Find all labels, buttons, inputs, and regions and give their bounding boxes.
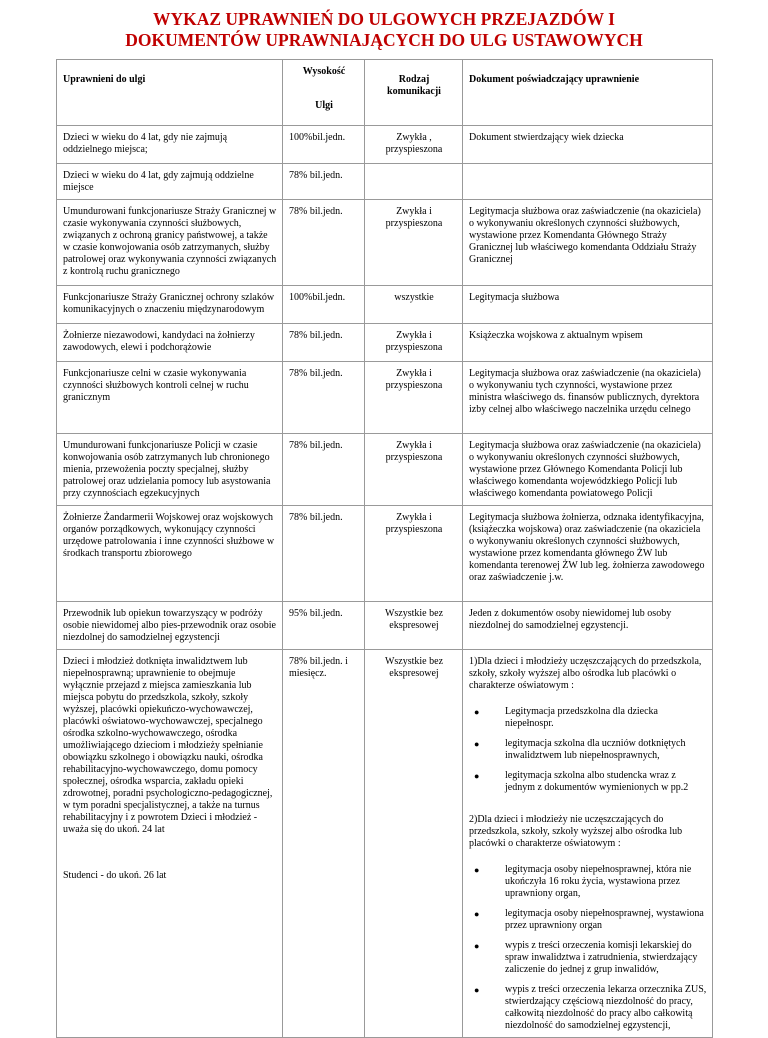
header-document: Dokument poświadczający uprawnienie (463, 60, 713, 126)
list-item: ● legitymacja szkolna dla uczniów dotkniętych inwalidztwem lub niepełnosprawnych, (469, 738, 707, 762)
cell-who: Funkcjonariusze Straży Granicznej ochrony szlaków komunikacyjnych o znaczeniu międzynarodowym (57, 286, 283, 324)
list-item: ● legitymacja osoby niepełnosprawnej, która nie ukończyła 16 roku życia, wystawiona przez uprawniony organ, (469, 864, 707, 900)
header-amount-line1: Wysokość (302, 66, 346, 77)
students-text: Studenci - do ukoń. 26 lat (63, 870, 167, 881)
title-line-2: DOKUMENTÓW UPRAWNIAJĄCYCH DO ULG USTAWOWYCH (125, 30, 643, 50)
cell-who: Umundurowani funkcjonariusze Straży Granicznej w czasie wykonywania czynności służbowych, związanych z ochroną granicy państwowej, a także w czasie konwojowania osób zatrzymanych, służby patrolowej oraz wykonywania czynności związanych z kontrolą ruchu granicznego (57, 200, 283, 286)
cell-who: Żołnierze niezawodowi, kandydaci na żołnierzy zawodowych, elewi i podchorążowie (57, 324, 283, 362)
cell-transport: wszystkie (365, 286, 463, 324)
list-item: ● wypis z treści orzeczenia komisji lekarskiej do spraw inwalidztwa i zatrudnienia, stwierdzający zaliczenie do jednej z grup inwalidów, (469, 940, 707, 976)
cell-doc (463, 164, 713, 200)
cell-amount: 78% bil.jedn. (283, 200, 365, 286)
doc-list-1 (469, 706, 707, 794)
cell-transport: Zwykła i przyspieszona (365, 200, 463, 286)
cell-doc (463, 650, 713, 1038)
cell-amount: 78% bil.jedn. (283, 324, 365, 362)
cell-amount: 78% bil.jedn. (283, 506, 365, 602)
cell-who: Umundurowani funkcjonariusze Policji w czasie konwojowania osób zatrzymanych lub chronionego mienia, przewożenia poczty specjalnej, służby patrolowej oraz udzielania pomocy lub asystowania przy czynnościach egzekucyjnych (57, 434, 283, 506)
cell-doc: Legitymacja służbowa oraz zaświadczenie (na okaziciela) o wykonywaniu określonych czynności służbowych, wystawione przez Głównego Komendanta Policji lub właściwego komendanta wojewódzkiego Policji lub właściwego komendanta powiatowego Policji (463, 434, 713, 506)
table-row (57, 506, 713, 602)
table-row (57, 324, 713, 362)
header-entitled: Uprawnieni do ulgi (57, 60, 283, 126)
cell-transport: Wszystkie bez ekspresowej (365, 650, 463, 1038)
cell-doc: Jeden z dokumentów osoby niewidomej lub osoby niezdolnej do samodzielnej egzystencji. (463, 602, 713, 650)
title-line-1: WYKAZ UPRAWNIEŃ DO ULGOWYCH PRZEJAZDÓW I (152, 9, 615, 29)
header-amount (283, 60, 365, 126)
header-amount-line2: Ulgi (315, 100, 333, 111)
cell-who: Dzieci w wieku do 4 lat, gdy zajmują oddzielne miejsce (57, 164, 283, 200)
disabled-youth-text: Dzieci i młodzież dotknięta inwalidztwem lub niepełnosprawną; uprawnienie to obejmuje wyłącznie przejazd z miejsca zamieszkania lub miejsca pobytu do przedszkola, szkoły, szkoły wyższej, placówki opiekuńczo-wychowawczej, placówki oświatowo-wychowawczej, specjalnego ośrodka szkolno-wychowawczego, ośrodka umożliwiającego dzieciom i młodzieży spełnianie obowiązku szkolnego i obowiązku nauki, ośrodka rehabilitacyjno-wychowawczego, domu pomocy społecznej, ośrodka wsparcia, zakładu opieki zdrowotnej, poradni psychologiczno-pedagogicznej, w tym poradni specjalistycznej, a także na turnus rehabilitacyjny i z powrotem Dzieci i młodzież - uważa się do ukoń. 24 lat (63, 656, 273, 835)
cell-transport: Zwykła i przyspieszona (365, 506, 463, 602)
cell-transport: Zwykła i przyspieszona (365, 362, 463, 434)
cell-who (57, 650, 283, 1038)
table-row (57, 602, 713, 650)
cell-doc: Dokument stwierdzający wiek dziecka (463, 126, 713, 164)
entitlements-table (56, 59, 713, 1038)
cell-who: Funkcjonariusze celni w czasie wykonywania czynności służbowych kontroli celnej w ruchu granicznym (57, 362, 283, 434)
table-row (57, 362, 713, 434)
cell-doc: Legitymacja służbowa oraz zaświadczenie (na okaziciela) o wykonywaniu określonych czynności służbowych, wystawione przez Komendanta Głównego Straży Granicznej lub właściwego komendanta Oddziału Straży Granicznej (463, 200, 713, 286)
table-row (57, 434, 713, 506)
table-row (57, 126, 713, 164)
cell-doc: Książeczka wojskowa z aktualnym wpisem (463, 324, 713, 362)
list-item: ● legitymacja szkolna albo studencka wraz z jednym z dokumentów wymienionych w pp.2 (469, 770, 707, 794)
table-row (57, 200, 713, 286)
cell-who: Żołnierze Żandarmerii Wojskowej oraz wojskowych organów porządkowych, wykonujący czynności urzędowe patrolowania i inne czynności służbowe w środkach transportu zbiorowego (57, 506, 283, 602)
table-header-row (57, 60, 713, 126)
header-transport: Rodzaj komunikacji (365, 60, 463, 126)
cell-amount: 100%bil.jedn. (283, 286, 365, 324)
table-row (57, 286, 713, 324)
cell-doc: Legitymacja służbowa oraz zaświadczenie (na okaziciela) o wykonywaniu tych czynności, wystawione przez ministra właściwego ds. finansów publicznych, dyrektora izby celnej albo właściwego naczelnika urzędu celnego (463, 362, 713, 434)
cell-doc: Legitymacja służbowa (463, 286, 713, 324)
cell-who: Przewodnik lub opiekun towarzyszący w podróży osobie niewidomej albo pies-przewodnik oraz osobie niezdolnej do samodzielnej egzystencji (57, 602, 283, 650)
cell-amount: 100%bil.jedn. (283, 126, 365, 164)
cell-who: Dzieci w wieku do 4 lat, gdy nie zajmują oddzielnego miejsca; (57, 126, 283, 164)
list-item: ● wypis z treści orzeczenia lekarza orzecznika ZUS, stwierdzający częściową niezdolność do pracy, całkowitą niezdolność do pracy albo całkowitą niezdolność do samodzielnej egzystencji, (469, 984, 707, 1032)
cell-transport: Zwykła i przyspieszona (365, 324, 463, 362)
doc-list-2 (469, 864, 707, 1032)
cell-amount: 78% bil.jedn. (283, 434, 365, 506)
doc-intro-1: 1)Dla dzieci i młodzieży uczęszczających do przedszkola, szkoły, szkoły wyższej albo ośrodka lub placówki o charakterze oświatowym : (469, 656, 702, 691)
cell-transport: Zwykła i przyspieszona (365, 434, 463, 506)
table-row (57, 164, 713, 200)
page-title (0, 9, 768, 51)
doc-intro-2: 2)Dla dzieci i młodzieży nie uczęszczających do przedszkola, szkoły, szkoły wyższej albo ośrodka lub placówki o charakterze oświatowym : (469, 814, 683, 849)
cell-amount: 95% bil.jedn. (283, 602, 365, 650)
cell-amount: 78% bil.jedn. i miesięcz. (283, 650, 365, 1038)
cell-amount: 78% bil.jedn. (283, 362, 365, 434)
cell-transport (365, 164, 463, 200)
cell-doc: Legitymacja służbowa żołnierza, odznaka identyfikacyjna, (książeczka wojskowa) oraz zaświadczenie (na okaziciela o wykonywaniu określonych czynności służbowych, wystawione przez komendanta głównego ŻW lub komendanta terenowej ŻW lub leg. żołnierza zawodowego oraz zaświadczenie j.w. (463, 506, 713, 602)
table-row-disabled-youth (57, 650, 713, 1038)
cell-transport: Zwykła , przyspieszona (365, 126, 463, 164)
cell-amount: 78% bil.jedn. (283, 164, 365, 200)
cell-transport: Wszystkie bez ekspresowej (365, 602, 463, 650)
list-item: ● Legitymacja przedszkolna dla dziecka niepełnospr. (469, 706, 707, 730)
list-item: ● legitymacja osoby niepełnosprawnej, wystawiona przez uprawniony organ (469, 908, 707, 932)
